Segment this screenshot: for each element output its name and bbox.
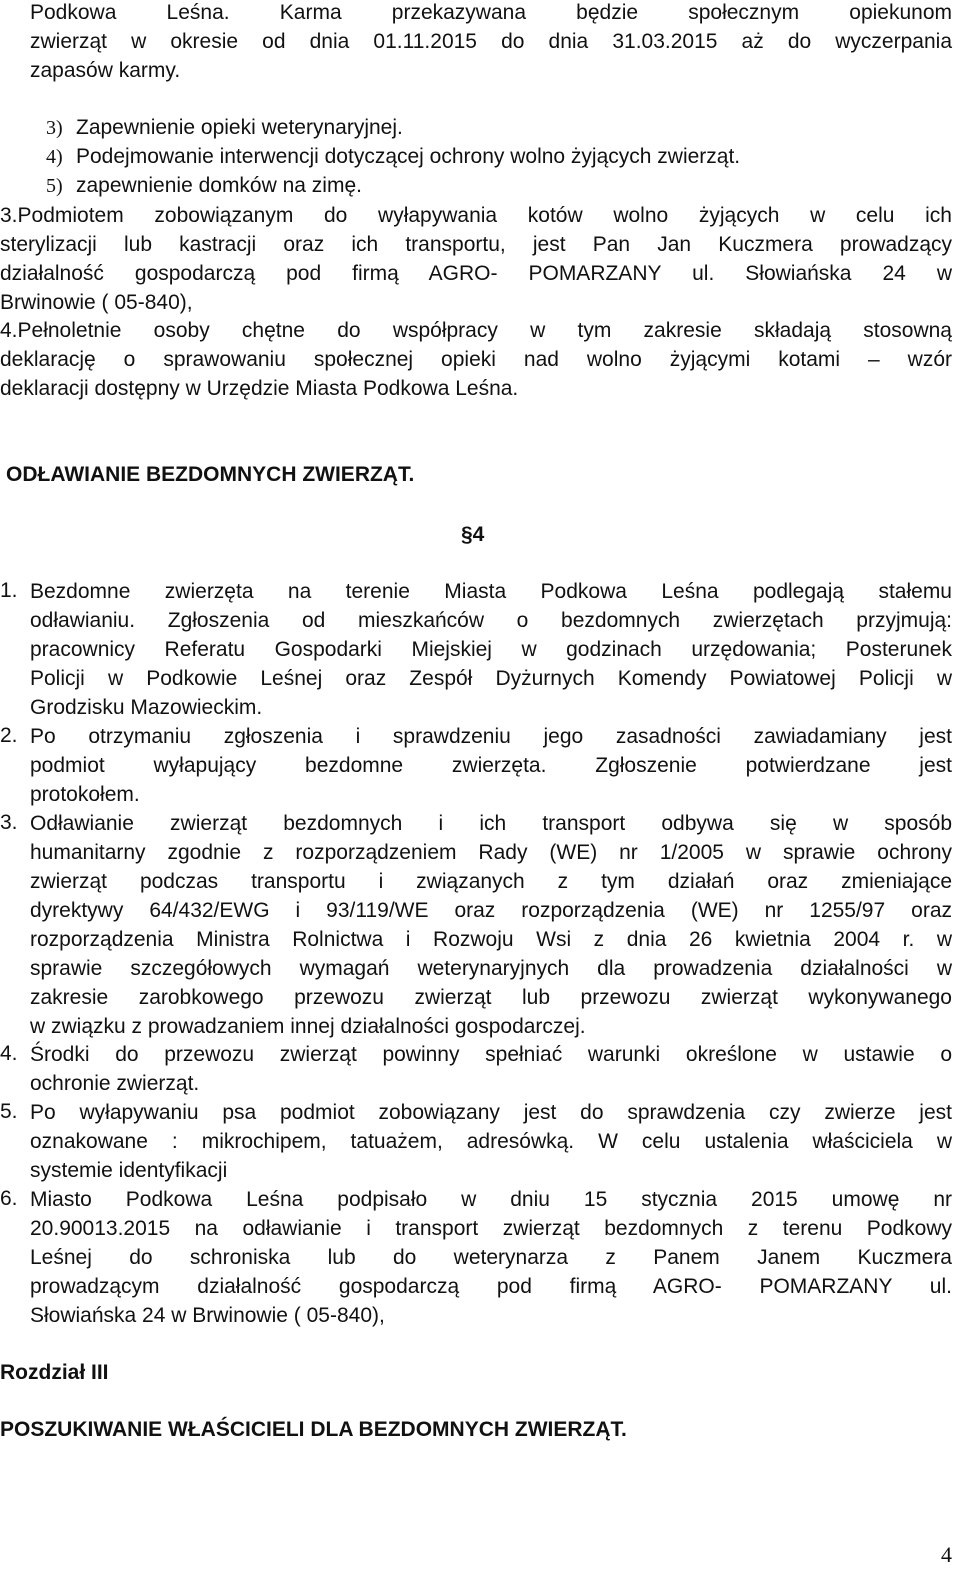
item-number: 6. bbox=[0, 1187, 18, 1210]
item-number: 3. bbox=[0, 811, 18, 834]
item-line: zakresie zarobkowego przewozu zwierząt lub przewozu zwierząt wykonywanego bbox=[30, 986, 952, 1009]
item-line: Środki do przewozu zwierząt powinny spełniać warunki określone w ustawie o bbox=[30, 1043, 952, 1066]
item-line: humanitarny zgodnie z rozporządzeniem Rady (WE) nr 1/2005 w sprawie ochrony bbox=[30, 841, 952, 864]
page-number: 4 bbox=[941, 1542, 952, 1567]
item-line: odławianiu. Zgłoszenia od mieszkańców o bezdomnych zwierzętach przyjmują: bbox=[30, 609, 952, 632]
intro-line: Podkowa Leśna. Karma przekazywana będzie społecznym opiekunom bbox=[30, 1, 952, 24]
paragraph-line: 3.Podmiotem zobowiązanym do wyłapywania kotów wolno żyjących w celu ich bbox=[0, 204, 952, 227]
section-heading: ODŁAWIANIE BEZDOMNYCH ZWIERZĄT. bbox=[6, 463, 415, 486]
paragraph-line: Brwinowie ( 05-840), bbox=[0, 291, 193, 314]
list-item-number: 3) bbox=[46, 117, 63, 139]
paragraph-line: działalność gospodarczą pod firmą AGRO- POMARZANY ul. Słowiańska 24 w bbox=[0, 262, 952, 285]
list-item bbox=[30, 809, 952, 1041]
item-number: 4. bbox=[0, 1042, 18, 1065]
intro-line: zapasów karmy. bbox=[30, 59, 181, 82]
list-item-text: Podejmowanie interwencji dotyczącej ochrony wolno żyjących zwierząt. bbox=[76, 145, 741, 168]
item-number: 2. bbox=[0, 724, 18, 747]
paragraph-line: 4.Pełnoletnie osoby chętne do współpracy w tym zakresie składają stosowną bbox=[0, 319, 952, 342]
item-line: prowadzącym działalność gospodarczą pod firmą AGRO- POMARZANY ul. bbox=[30, 1275, 952, 1298]
list-item-number: 4) bbox=[46, 146, 63, 168]
list-item bbox=[30, 577, 952, 722]
item-line: rozporządzenia Ministra Rolnictwa i Rozwoju Wsi z dnia 26 kwietnia 2004 r. w bbox=[30, 928, 952, 951]
item-line: oznakowane : mikrochipem, tatuażem, adresówką. W celu ustalenia właściciela w bbox=[30, 1130, 952, 1153]
item-line: Policji w Podkowie Leśnej oraz Zespół Dyżurnych Komendy Powiatowej Policji w bbox=[30, 667, 952, 690]
section-mark: §4 bbox=[461, 523, 485, 546]
item-number: 5. bbox=[0, 1100, 18, 1123]
list-item bbox=[30, 722, 952, 809]
paragraph-line: deklarację o sprawowaniu społecznej opieki nad wolno żyjącymi kotami – wzór bbox=[0, 348, 952, 371]
section-heading: POSZUKIWANIE WŁAŚCICIELI DLA BEZDOMNYCH ZWIERZĄT. bbox=[0, 1418, 627, 1441]
item-line: protokołem. bbox=[30, 783, 140, 806]
item-line: Słowiańska 24 w Brwinowie ( 05-840), bbox=[30, 1304, 385, 1327]
item-line: podmiot wyłapujący bezdomne zwierzęta. Zgłoszenie potwierdzane jest bbox=[30, 754, 952, 777]
item-line: zwierząt podczas transportu i związanych z tym działań oraz zmieniające bbox=[30, 870, 952, 893]
item-line: Po wyłapywaniu psa podmiot zobowiązany jest do sprawdzenia czy zwierze jest bbox=[30, 1101, 952, 1124]
list-item bbox=[30, 1040, 952, 1098]
item-line: Odławianie zwierząt bezdomnych i ich transport odbywa się w sposób bbox=[30, 812, 952, 835]
list-item bbox=[30, 1098, 952, 1185]
list-item-number: 5) bbox=[46, 175, 63, 197]
paragraph-4 bbox=[0, 316, 952, 403]
intro-line: zwierząt w okresie od dnia 01.11.2015 do dnia 31.03.2015 aż do wyczerpania bbox=[30, 30, 952, 53]
item-line: Miasto Podkowa Leśna podpisało w dniu 15 stycznia 2015 umowę nr bbox=[30, 1188, 952, 1211]
item-line: Grodzisku Mazowieckim. bbox=[30, 696, 263, 719]
item-line: 20.90013.2015 na odławianie i transport zwierząt bezdomnych z terenu Podkowy bbox=[30, 1217, 952, 1240]
paragraph-3 bbox=[0, 201, 952, 317]
item-line: w związku z prowadzaniem innej działalności gospodarczej. bbox=[30, 1015, 586, 1038]
item-number: 1. bbox=[0, 579, 18, 602]
item-line: dyrektywy 64/432/EWG i 93/119/WE oraz rozporządzenia (WE) nr 1255/97 oraz bbox=[30, 899, 952, 922]
item-line: systemie identyfikacji bbox=[30, 1159, 228, 1182]
item-line: Po otrzymaniu zgłoszenia i sprawdzeniu jego zasadności zawiadamiany jest bbox=[30, 725, 952, 748]
item-line: pracownicy Referatu Gospodarki Miejskiej w godzinach urzędowania; Posterunek bbox=[30, 638, 952, 661]
list-item-text: zapewnienie domków na zimę. bbox=[76, 174, 362, 197]
item-line: ochronie zwierząt. bbox=[30, 1072, 200, 1095]
chapter-heading: Rozdział III bbox=[0, 1361, 109, 1384]
paragraph-line: deklaracji dostępny w Urzędzie Miasta Podkowa Leśna. bbox=[0, 377, 519, 400]
item-line: sprawie szczegółowych wymagań weterynaryjnych dla prowadzenia działalności w bbox=[30, 957, 952, 980]
intro-paragraph bbox=[30, 0, 952, 85]
list-item-text: Zapewnienie opieki weterynaryjnej. bbox=[76, 116, 403, 139]
paragraph-line: sterylizacji lub kastracji oraz ich transportu, jest Pan Jan Kuczmera prowadzący bbox=[0, 233, 952, 256]
list-item bbox=[30, 1185, 952, 1330]
item-line: Leśnej do schroniska lub do weterynarza z Panem Janem Kuczmera bbox=[30, 1246, 952, 1269]
item-line: Bezdomne zwierzęta na terenie Miasta Podkowa Leśna podlegają stałemu bbox=[30, 580, 952, 603]
